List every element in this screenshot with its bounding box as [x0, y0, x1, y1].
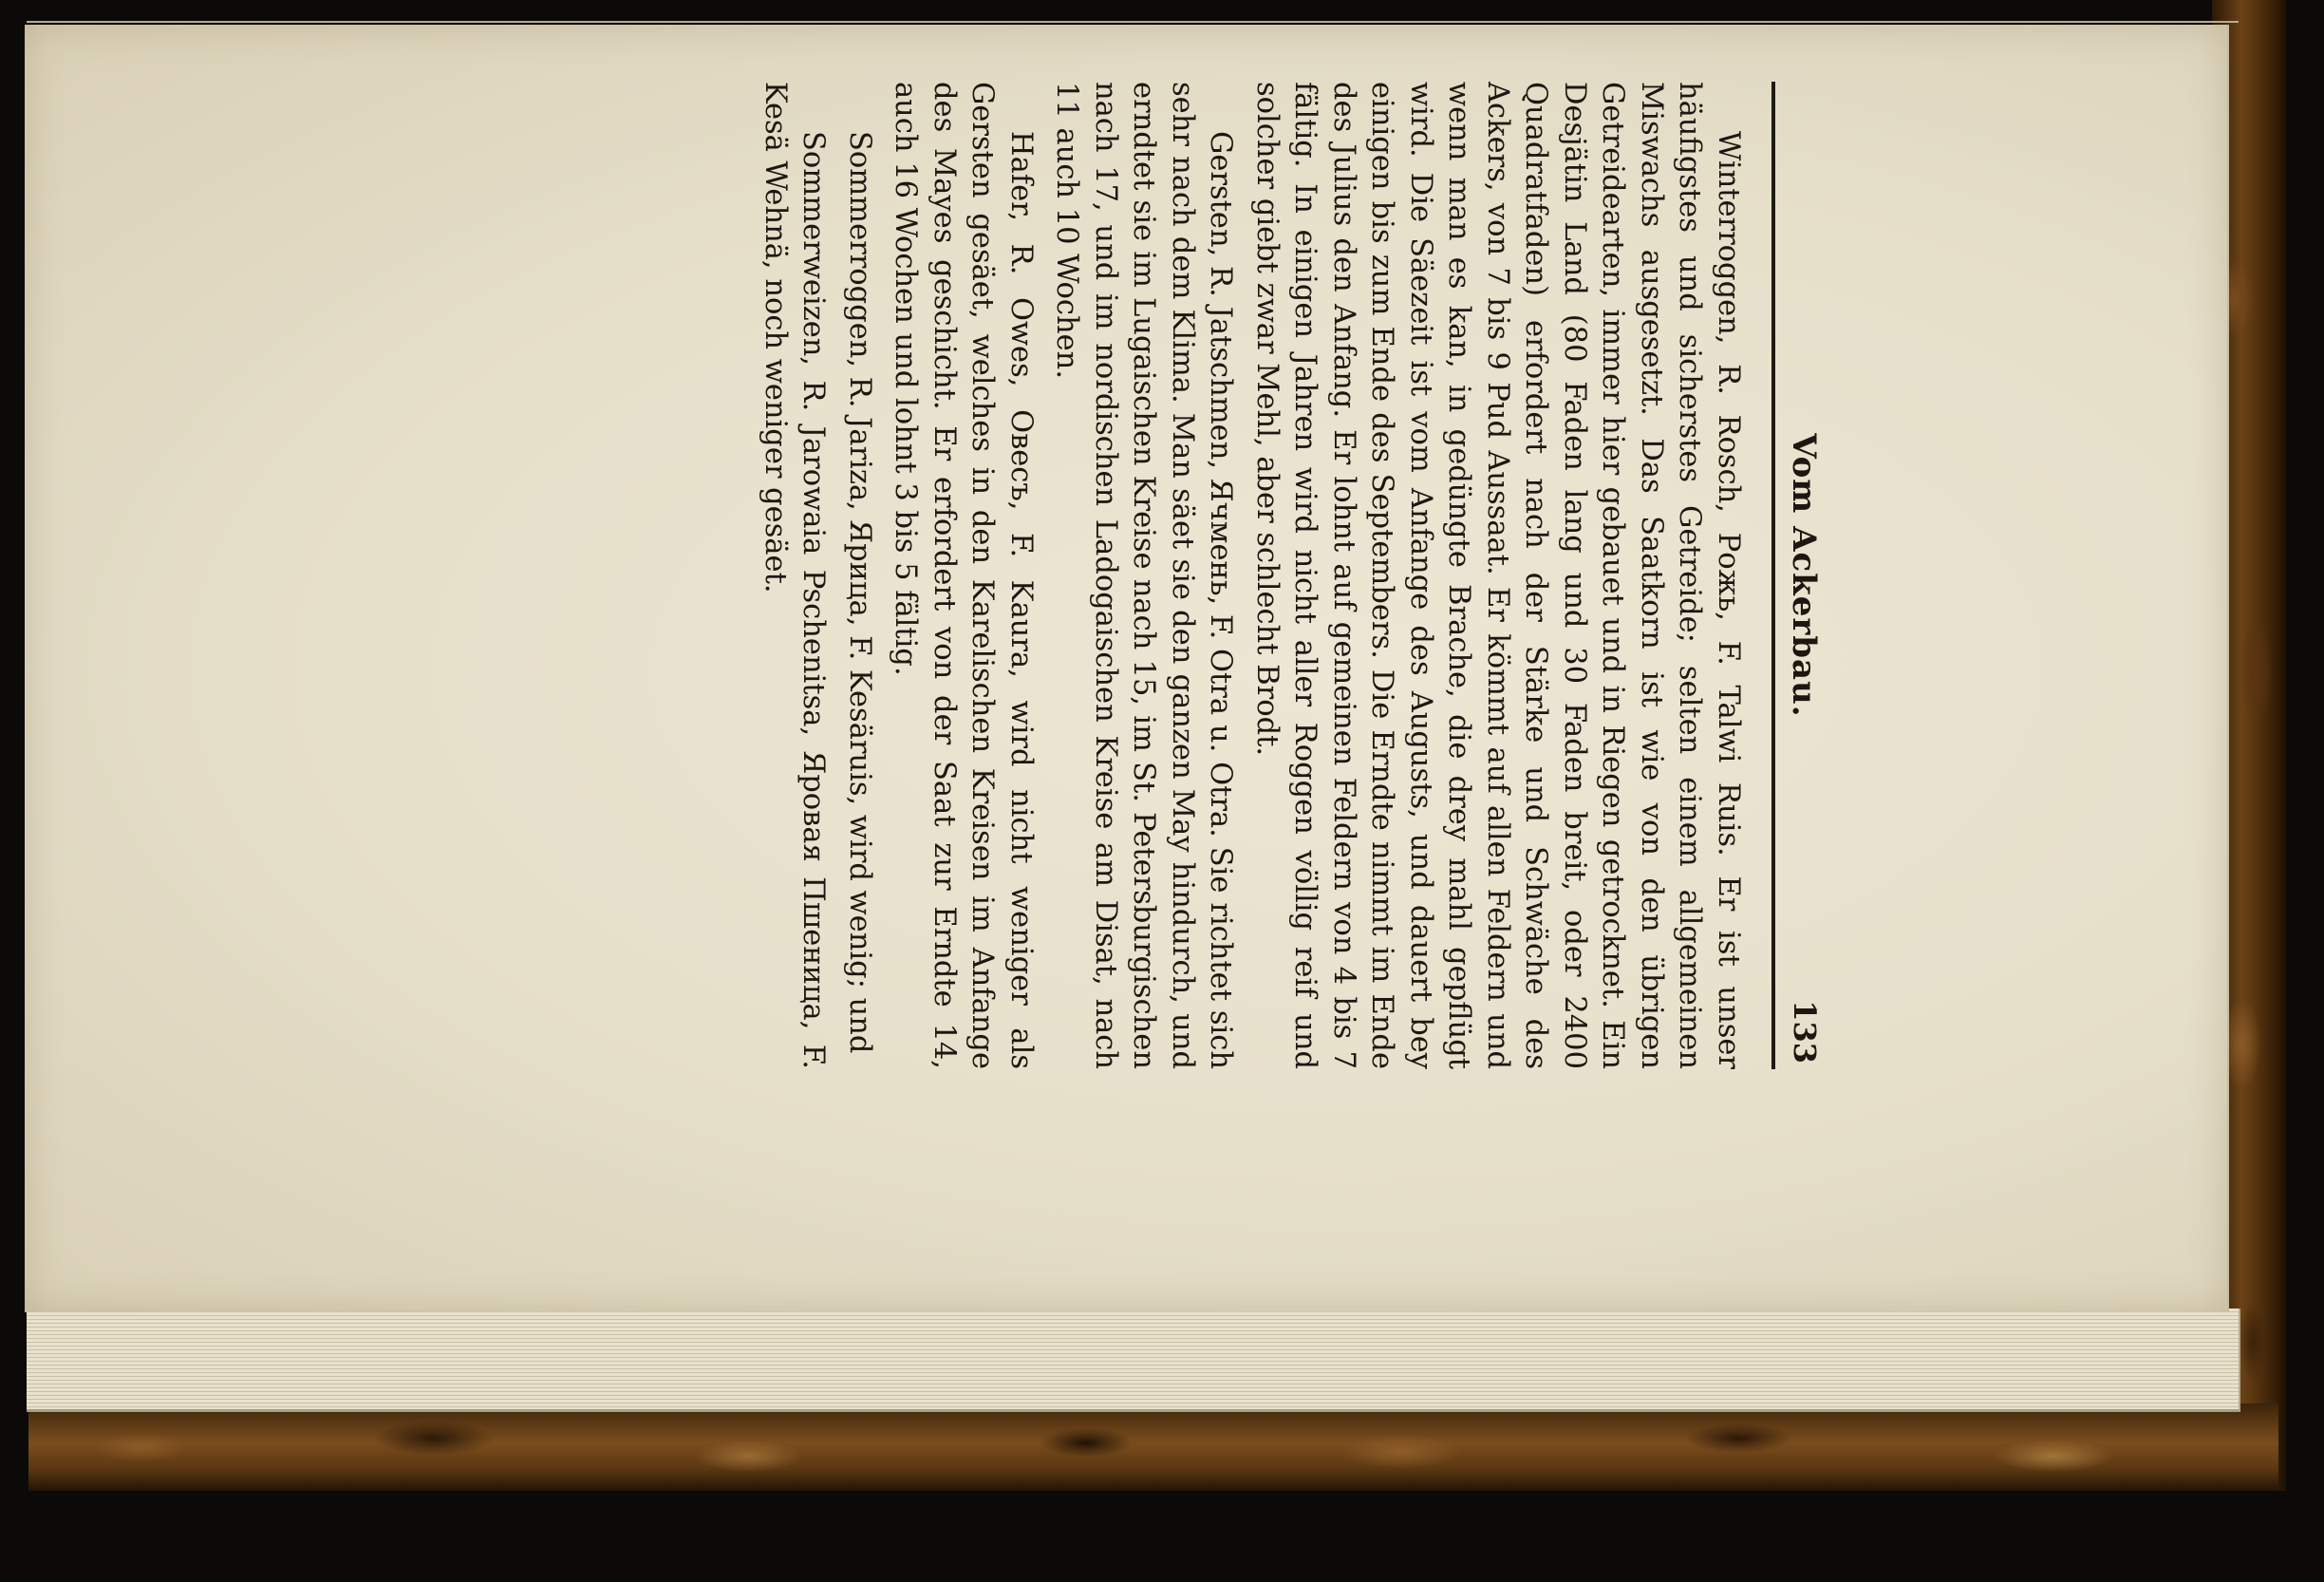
- paragraph-gersten: Gersten, R. Jatschmen, Ячмень, F. Otra u. Otra. Sie richtet sich sehr nach dem Klima. Man säet sie den ganzen May hindurch, und erndtet sie im Lugaischen Kreise nach 15, im St. Petersburgischen nach 17, und im nordischen Ladogaischen Kreise am Disat, nach 11 auch 10 Wochen.: [1050, 82, 1238, 1069]
- paragraph-hafer: Hafer, R. Owes, Овесъ, F. Kaura, wird nicht weniger als Gersten gesäet, welches in den Karelischen Kreisen im Anfange des Mayes geschicht. Er erfordert von der Saat zur Erndte 14, auch 16 Wochen und lohnt 3 bis 5 fältig.: [889, 82, 1038, 1069]
- paragraph-sommerroggen: Sommerroggen, R. Jariza, Ярица, F. Kesäruis, wird wenig; und: [843, 131, 876, 1054]
- running-header: [1771, 82, 1828, 1069]
- paragraph-sommerweizen: Sommerweizen, R. Jarowaia Pschenitsa, Яровая Пшеница, F. Kesä Wehnä, noch weniger gesäet.: [759, 82, 831, 1069]
- marbled-cover-bottom: [28, 1403, 2278, 1491]
- paragraph-winterroggen: Winterroggen, R. Rosch, Рожь, F. Talwi Ruis. Er ist unser häufigstes und sicherstes Getreide; selten einem allgemeinen Miswachs ausgesetzt. Das Saatkorn ist wie von den übrigen Getreidearten, immer hier gebauet und in Riegen getrocknet. Ein Desjätin Land (80 Faden lang und 30 Faden breit, oder 2400 Quadratfaden) erfordert nach der Stärke und Schwäche des Ackers, von 7 bis 9 Pud Aussaat. Er kömmt auf allen Feldern und wenn man es kan, in gedüngte Brache, die drey mahl gepflügt wird. Die Säezeit ist vom Anfange des Augusts, und dauert bey einigen bis zum Ende des Septembers. Die Erndte nimmt im Ende des Julius den Anfang. Er lohnt auf gemeinen Feldern von 4 bis 7 fältig. In einigen Jahren wird nicht aller Roggen völlig reif und solcher giebt zwar Mehl, aber schlecht Brodt.: [1250, 82, 1745, 1069]
- page-edges-top: [27, 0, 2239, 23]
- rotated-text-block: [385, 82, 1828, 1069]
- page-number: 133: [1787, 1000, 1823, 1064]
- book-page: [25, 25, 2229, 1312]
- running-title: Vom Ackerbau.: [1785, 433, 1823, 718]
- page-edges-bottom: [27, 1309, 2240, 1412]
